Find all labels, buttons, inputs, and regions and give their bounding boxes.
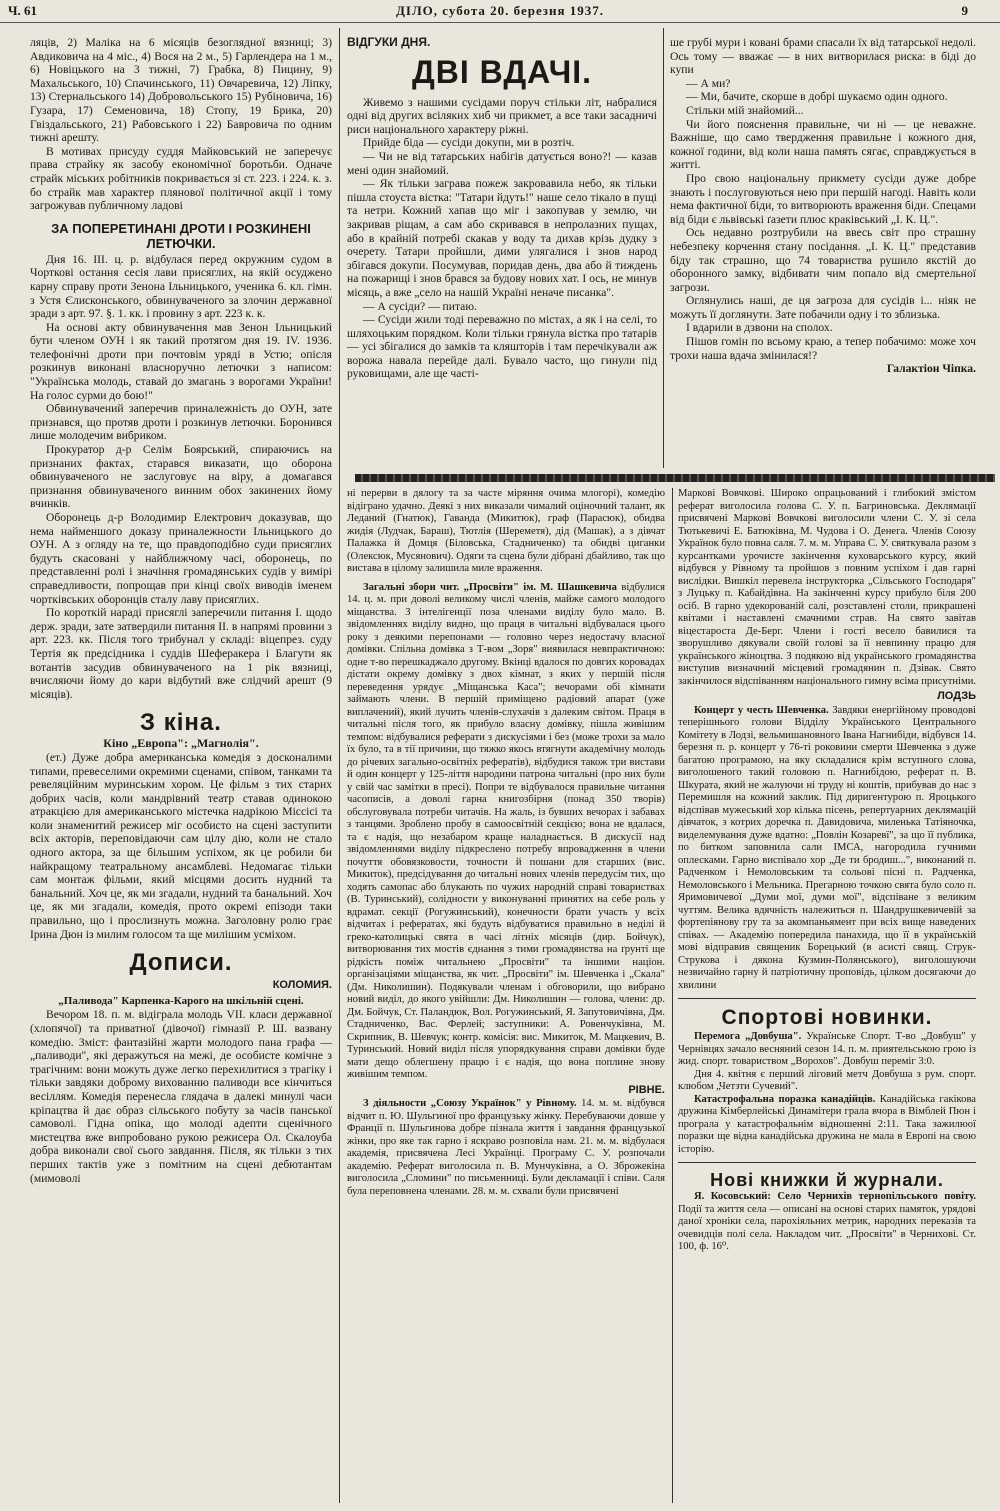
paragraph: Стільки мій знайомий... bbox=[686, 103, 804, 117]
rule bbox=[678, 1162, 976, 1163]
news-head: Катастрофальна поразка канадійців. bbox=[694, 1093, 876, 1105]
paragraph: Дня 16. ІІІ. ц. р. відбулася перед окружним судом в Чорткові остання сесія лави присяглих, на якій осуджено карну справу проти Зенона Ільницького, ученика 6. кл. гімн. з Устя Єлисконського, обвинуваченого за злочин державної зради з арт. 97. §. 1. кк. і провину з арт. 223 к. к. bbox=[30, 252, 332, 321]
section-title: З кіна. bbox=[140, 709, 222, 737]
column-2-bottom bbox=[347, 488, 665, 1504]
column-rule bbox=[339, 28, 340, 1503]
section-title: Нові книжки й журнали. bbox=[710, 1170, 944, 1190]
paragraph: Про свою національну прикмету сусіди дуже добре знають і послуговуються нею при першій нагоді. Навіть коли нема фактичної біди, то витворюють враження біди. Спецами від біди є львівські ґазети плюс краківський „І. К. Ц.". bbox=[670, 171, 976, 226]
paragraph: По короткій нараді присяглі заперечили питання І. щодо держ. зради, зате затвердили питання ІІ. в напрямі провини з арт. 223. кк. Після того трибунал у складі: віцепрез. суду Тертія як предсідника і суддів Шеферакера і Благути як вотантів засудив обвинуваченого на 1 рік вязниці, вчисляючи йому до кари відбутий вже слідчий арешт (9 місяців). bbox=[30, 606, 332, 701]
page-header bbox=[0, 0, 1000, 23]
paragraph: Прийде біда — сусіди докупи, ми в розтіч. bbox=[363, 136, 575, 150]
paragraph: — А сусіди? — питаю. bbox=[363, 299, 477, 313]
dateline: ЛОДЗЬ bbox=[937, 690, 976, 702]
book-head: Я. Косовський: Село Чернихів тернопільського повіту. bbox=[694, 1191, 976, 1202]
report-title: Загальні збори чит. „Просвіти" ім. М. Шашкевича bbox=[363, 581, 617, 593]
paragraph: І вдарили в дзвони на сполох. bbox=[686, 321, 833, 335]
page-number: 9 bbox=[961, 3, 968, 18]
column-3-bottom bbox=[678, 488, 976, 1504]
report-text: Завдяки енергійному проводові теперішнього голови Відділу Українського Центрального Комітету в Лодзі, вельмишановного Івана Нагнибіди, відбувся 14. березня п. р. концерт у 76-ті роковини смерти Шевченка з дуже багатою програмою, на яку складалися крім вступного слова, виголошеного такий головою п. Нагнибідою, реферат п. В. Шкурата, який не жалуючи ні труду ні коштів, прибував до нас з Перемишля на кожний заклик. Під диригентурою п. Яроцького відспівав мужеський хор кілька пісень, репертуарних деклямацій дівчаток, з котрих доречка п. Давидовича, миленька Татіяночка, виделемування дуже вдатно: „Повлін Козаревї", за що її публика, по битком заповнила сали ІМСА, нагородила гучними оплесками. Гарно виспівало хор „Де ти бродиш...", виконаний п. Радченком і Немоловським та сольові пісні п. Радченка, Немоловського і Мельника. Прегарною точкою свята було соло п. Яримовичевої „Думи мої, думи мої", відспіване з великим чуттям. Велика вдячність належиться п. Шандрушкевичевій за фортепіянову гру та за акомпаньямент при всіх вище наведених співах. — Академію попередила панахида, що її в українській мові відправив священик Борецький (в асисті свящ. Струк-Струкова і дякона Кузмин-Полянського), виголошуючи незвичайно гарну й патріотичну проповідь, цілком досягаючи до хвилини bbox=[678, 704, 976, 991]
paragraph: — Як тільки заграва пожеж закровавила небо, як тільки пішла стоуста вістка: "Татари йдуть!" наше село тікало в пущі та нетри. Кожний хапав що міг і закопував у землю, чи закривав ріщам, а сам або скривався в непролазних пущах, або в крайній потребі скакав у воду та дихав крізь дудку з очерету. Татари пройшли, дими улягалися і знов народ збігався докупи. Посумував, поридав день, два або й тиждень на пожарищі і знов брався за будову нових хат. І ось, не минув місяць, а вже „село на нашій Україні неначе писанка". bbox=[347, 177, 657, 299]
dateline: РІВНЕ. bbox=[628, 1083, 665, 1096]
masthead-date: ДІЛО, субота 20. березня 1937. bbox=[395, 3, 605, 18]
column-rule bbox=[663, 28, 664, 468]
court-continuation: ляців, 2) Маліка на 6 місяців безоглядної вязниці; 3) Авдиковича на 4 міс., 4) Вося на 2 м., 5) Гарлендера на 1 м., 6) Новіцького на 3 тижні, 7) Грабка, 8) Пицину, 9) Махальського, 10) Спачинського, 11) Овчаревича, 12) Ліпку, 13) Стернальського 14) Добровольського 15) Рубіновича, 16) Гузара, 17) Семеновича, 18) Стопу, 19 Брика, 20) Гвіздальського, 21) Рабовського і 22) Бавровича по одним тижні арешту. bbox=[30, 36, 332, 145]
column-3-top bbox=[670, 36, 976, 468]
section-title: Дописи. bbox=[129, 949, 233, 977]
court-motives: В мотивах присуду суддя Майковський не заперечує права страйку як засобу економічної боротьби. Одначе страйк міських робітників покривається зі ст. 223. і 224. к. з. бо страйк мав характер плянової політичної акції і тому загрожував публичному ладові bbox=[30, 144, 332, 213]
paragraph: Оборонець д-р Володимир Електрович доказував, що нема найменшого доказу приналежности Ільницького до ОУН. А з огляду на те, що правдоподібно суди присяглих будуть скасовані у найближчому часі, оборонець, по представленні ролі і значіння громадянських судів у вимірі справедливости, попрощав при кінці своїх виводів іменем чортківських оборонців сталу лаву присяглих. bbox=[30, 511, 332, 606]
section-divider bbox=[355, 474, 995, 482]
column-rule bbox=[672, 488, 673, 1503]
feuilleton-title: ДВІ ВДАЧІ. bbox=[411, 53, 593, 90]
paragraph: Прокуратор д-р Селім Боярський, спираючись на признаних фактах, старався виказати, що оборона обвинуваченого не заслуговує на віру, а домагався признання обвинуваченого винним обох закинених йому вчинків. bbox=[30, 443, 332, 511]
author-signature: Галактіон Чіпка. bbox=[886, 362, 976, 376]
paragraph: Обвинувачений заперечив приналежність до ОУН, зате признався, що протяв дроти і розкинув летючки. Боронився лише молодечим вибриком. bbox=[30, 402, 332, 443]
report-title: Концерт у честь Шевченка. bbox=[694, 704, 829, 716]
feuilleton-continuation: ше грубі мури і ковані брами спасали їх від татарської недолі. Ось тому — вважає — в них витворилася риска: в біді до купи bbox=[670, 36, 976, 77]
news-head: Перемога „Довбуша". bbox=[694, 1031, 802, 1042]
section-title: Спортові новинки. bbox=[721, 1006, 933, 1029]
report-title: З діяльности „Союзу Українок" у Рівному. bbox=[363, 1098, 577, 1109]
paragraph: Пішов гомін по всьому краю, а тепер побачимо: може хоч трохи наша вдача змінилася!? bbox=[670, 335, 976, 362]
issue-number: Ч. 61 bbox=[8, 3, 38, 18]
article-title: ЗА ПОПЕРЕТИНАНІ ДРОТИ І РОЗКИНЕНІ ЛЕТЮЧКИ. bbox=[51, 220, 311, 251]
column-1 bbox=[30, 36, 332, 1504]
column-2-top bbox=[347, 36, 657, 468]
dateline: КОЛОМИЯ. bbox=[272, 979, 332, 992]
kicker: ВІДГУКИ ДНЯ. bbox=[347, 36, 431, 49]
paragraph: Ось недавно розтрубили на ввесь світ про страшну небезпеку корчення стану посідання. „І. К. Ц." представив біду так страшно, що 74 товариства рушило якстій до оборонного замку, відбивати чим попало від смертельної загрози. bbox=[670, 226, 976, 294]
paragraph: — Сусіди жили тоді переважно по містах, а як і на селі, то шляхоцьким порядком. Коли тільки грянула вістка про татарів — усі збігалися до замків та кляшторів і там перечікували аж ворожа навала перейде далі. Бувало часто, що гинули під руковищами, але ще часті- bbox=[347, 313, 657, 381]
report-continuation: Маркові Вовчкові. Широко опрацьований і глибокий змістом реферат виголосила голова С. У. п. Багриновська. Деклямації присвячені Маркові Вовчкові виголосили члени С. У. зі села Тютькевичі Е. Батюківна, М. Чудова і О. Денега. Членів Союзу Українок було повна саля. 7. м. м. Управа С. У. святкувала разом з курсантками урочисте закінчення куховарського курсу, який відбувся у Рівному та пройшов з повним успіхом і дав гарні вислідки. Вишкіл перевела інструкторка „Сільського Господаря" з Луцьку п. Кабайдівна. На закінченні курсу прибуло біля 200 осіб. В гарно удекорованій салі, розставлені столи, прикрашені квітами і наставлені смачними страв. На свято завітав віцестароста Де-Берг. Члени і гості весело бавилися та зворушливо дякували своїй голові за її невпинну працю для українського жіноцтва. З подякою від українського громадянства виступив визначний місцевий громадянин п. Дзівак. Свято закінчилося відспіванням національного гимну всіма присутніми. bbox=[678, 488, 976, 687]
paragraph: Оглянулись наші, де ця загроза для сусідів і... ніяк не можуть її доглянути. Зате побачили одну і то зблизька. bbox=[670, 294, 976, 321]
rule bbox=[678, 998, 976, 999]
paragraph: (ет.) Дуже добра американська комедія з досконалими типами, превеселими окремими сценами, співом, танками та ревеляційним муринським хором. Це фільм з тих старих добрих часів, коли мандрівний театр ставав одинокою атракцією для американського містечка надрікою Міссісі та коли знаменитий режисер міг особисто на сцені заступити всіх акторів, переповідаючи сам цілу дію, коли не стало одного актора, за ще більшим успіхом, як це робили би найкращому театральному ансамблеві. Недомагає тільки сам монтаж фільми, який місцями досить нудний та банальний. Хоч це, як ми згадали, нудний та банальний. Хоч це, як ми згадали, комедія, прото окремі епізоди таки правильно, що і прослизнуть можна. Заголовну ролю грає Ірина Дюн із милим голосом та ще милішим усміхом. bbox=[30, 750, 332, 941]
dialog-line: — Ми, бачите, скорше в добрі шукаємо один одного. bbox=[686, 90, 948, 104]
paragraph: — Чи не від татарських набігів датується воно?! — казав мені один знайомий. bbox=[347, 149, 657, 177]
report-text: відбулися 14. ц. м. при доволі великому числі членів, майже самого молодого міщанства. З інтелігенції поза членами виділу було мало. В. звідомленнях виділу видно, що праця в читальні відбувалася цього року з деякими перепонами — головно через недостачу власної домівки. Спільна домівка з Т-вом „Зоря" виявилася невпрактичною: одне т-во перешкаджало другому. Вкінці вдалося по довгих коровадах дістати окрему домівку з двох кімнат, з яких у першій після переведення урядує „Міщанська Каса"; вечорами обі кімнати займають члени. В першій приміщено радіовий апарат (уже виплачений), який лучить членів-слухачів з далеким світом. Праця в читальні після того, як прибуло власну домівку, пішла живішим темпом: відбувалися реферати з дискусіями і без (може трохи за мало їх було, та в тії причини, що тяжко якось втягнути академічну молодь до річевих загально-освітніх рефератів), відбудися також три вистави й один концерт у 125-ліття народини патрона читальні (про них були у свій час замітки в пресі). Попри те відбувалося правильне читання часописів, а доволі гарна книгозбірня (понад 350 творів) обслуговувала потреби читачів. На жаль, із бувших вечорах і забавах з танцями. Зроблено пробу в самоосвітній секцією; вона не вдалася, та є надія, що незабаром краще наладнається. В дискусії над звідомленнями виділу підкреслено потребу впровадження в члени почуття обовязковости, точности й пошани для старших (вис. Микиток), предсідування до читальні нових членів передусім тих, що ходять самопас або блукають по чужих народній справі товариствах (В. Туринський), солідности у виконуванні принятих на себе роль у вдрамат. секції (Рогужинський), конечности брати участь у всіх відчитах і рефератах, які будуть відбуватися правильно в неділі й греко-католицькі свята в часі літніх місяців (дир. Бойчук), витворювання тих мостів єднання з тими громадянства на ґрунті ще рідкість поміж читальнею „Просвіти" та іншими націон. організаціями міщанства, як чит. „Просвіти" ім. Шевченка і „Скала" (Дм. Николишин). Подякували членам і обговорили, що вибрано новий виділ, до якого увійшли: Дм. Николишин — голова, члени: др. Дм. Бойчук, Ст. Паландюк, Вол. Рогужинський, Я. Запутовичівна, Дм. Стадниченко, Вас. Ферлей; заступники: А. Ровенчуківна, М. Скрипник, В. Шевчук; контр. комісія: вис. Микиток, М. Мацкевич, В. Туринський. Новий виділ після упорядкування справи домівки буде мати дещо облегшену працю і є надія, що вона поплине знову живішим темпом. bbox=[347, 581, 665, 1080]
news-text: Дня 4. квітня є перший ліговий метч Довбуша з рум. спорт. клюбом „Четзти Сучевий". bbox=[678, 1068, 976, 1092]
paragraph: Вечором 18. п. м. відіграла молодь VII. класи державної (хлопячої) та приватної (дівочої) гімназії Р. Ш. вазвану комедію. Зміст: фантазійні жарти молодого пана графа — „паливоди", які деражуться на межі, де особисте комічне з трагічним: вони можуть дуже легко перехилитися з трагіку і тільки завдяки доброму вихованню паливоди все кінчиться весіллям. Комедія перенесла глядача в далекі минулі часи кріпацтва й дає образ сільського побуту за часів панської самоволі. Гідна опіка, що молоді адепти сценічного мистецтва вже випробовано рукою режисера Ол. Скалоуба добра виконали свої сього завдання. Після, як тільки з тих перших тактів уже з помітним на сцені дебютантам (мимоволі bbox=[30, 1008, 332, 1185]
report-continuation: ні перерви в дялогу та за часте міряння очима млогорі), комедію відіграно удачно. Деякі з них виказали чималий оціночний талант, як Леданий (Гнатюк), Гаванда (Микитюк), граф (Парасюк), обидва жидія (Лудчак, Бараш), Тютлія (Шереметя), дід (Машак), а з дівчат Палажка й Домця (Біловська, Стадниченко) та обидві циганки (Олексюк, Мусянович). Одяги та сцена були дібрані дбайливо, так що вистава в цілому залишила миле враження. bbox=[347, 488, 665, 574]
report-text: 14. м. м. відбувся відчит п. Ю. Шульгиної про французьку жінку. Перебуваючи довше у Франції п. Шульгинова добре пізнала життя і завдання французької жінки, про яке так гарно і яскраво розповіла нам. 21. м. м. відбулася академія, присвячена Лесі Українці. Програму С. У. розпочали академію. Реферат виголосила п. В. Мунчуківна, а О. Зброжекіна виголосила „Сломини" по письменниці. Були декламації і співи. Саля була переповнена членами. 28. м. м. схвали були присвячені bbox=[347, 1098, 665, 1197]
report-title: „Паливода" Карпенка-Карого на шкільній сцені. bbox=[58, 994, 304, 1007]
news-text: Українське Спорт. Т-во „Довбуш" у Чернівцях зачало весняний сезон 14. п. м. приятельською грою із жид. спорт. товариством „Ворохов". Довбуш переміг 3:0. bbox=[678, 1031, 976, 1067]
book-text: Події та життя села — описані на основі старих памяток, урядові даної хроніки села, пароxіяльних метрик, народних переказів та очевидців полі села. Накладом чит. „Просвіти" в Чернихові. Ст. 100, ф. 16⁰. bbox=[678, 1203, 976, 1252]
dialog-line: — А ми? bbox=[686, 76, 731, 90]
paragraph: Живемо з нашими сусідами поруч стільки літ, набралися одні від других всіляких хиб чи прикмет, а все таки засадничі риси національного характеру ріжні. bbox=[347, 95, 657, 136]
cinema-subtitle: Кіно „Европа": „Магнолія". bbox=[103, 736, 259, 751]
news-text: Канадійська гакікова дружина Кімберлейські Динамітери грала вчора в Вімблей Пюн і програла у катастрофальнім відношенні 2:11. Така зажилюої поразки ще відна канадійська дружина не мала в Европі на свою історію. bbox=[678, 1093, 976, 1155]
paragraph: На основі акту обвинувачення мав Зенон Ільницький бути членом ОУН і як такий протягом дня 19. IV. 1936. телефонічні дроти при почтовім уряді в Устю; опісля розкинув виконані власноручно летючки з написом: "Українська молодь, ставай до змагань з ворогами України! На голос сурми до бою!" bbox=[30, 320, 332, 402]
paragraph: Чи його пояснення правильне, чи ні — це неважне. Важніше, що само твердження правильне і кожного дня, кожної години, від коли наша память сягає, справджується в житті. bbox=[670, 117, 976, 172]
